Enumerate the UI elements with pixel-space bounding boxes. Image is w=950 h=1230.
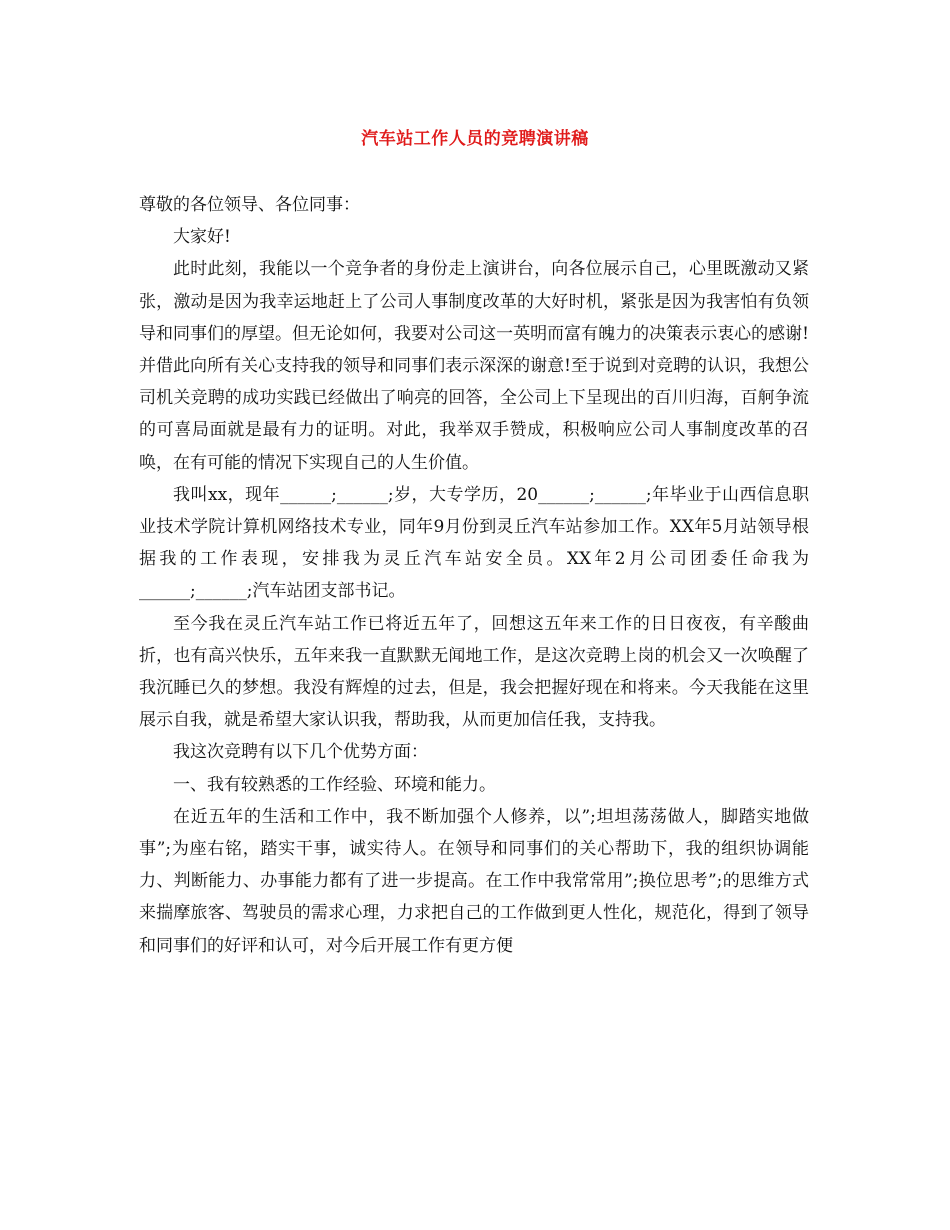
document-body xyxy=(139,189,809,962)
paragraph-advantages-intro: 我这次竞聘有以下几个优势方面： xyxy=(173,742,428,763)
paragraph-introduction: 此时此刻，我能以一个竞争者的身份走上演讲台，向各位展示自己，心里既激动又紧张，激动是因为我幸运地赶上了公司人事制度改革的大好时机，紧张是因为我害怕有负领导和同事们的厚望。但无论如何，我要对公司这一英明而富有魄力的决策表示衷心的感谢!并借此向所有关心支持我的领导和同事们表示深深的谢意!至于说到对竞聘的认识，我想公司机关竞聘的成功实践已经做出了响亮的回答，全公司上下呈现出的百川归海，百舸争流的可喜局面就是最有力的证明。对此，我举双手赞成，积极响应公司人事制度改革的召唤，在有可能的情况下实现自己的人生价值。 xyxy=(139,259,809,473)
paragraph-experience: 至今我在灵丘汽车站工作已将近五年了，回想这五年来工作的日日夜夜，有辛酸曲折，也有高兴快乐，五年来我一直默默无闻地工作，是这次竞聘上岗的机会又一次唤醒了我沉睡已久的梦想。我没有辉煌的过去，但是，我会把握好现在和将来。今天我能在这里展示自我，就是希望大家认识我，帮助我，从而更加信任我，支持我。 xyxy=(139,613,809,731)
paragraph-advantage-one-detail: 在近五年的生活和工作中，我不断加强个人修养，以”;坦坦荡荡做人，脚踏实地做事”;为座右铭，踏实干事，诚实待人。在领导和同事们的关心帮助下，我的组织协调能力、判断能力、办事能力都有了进一步提高。在工作中我常常用”;换位思考”;的思维方式来揣摩旅客、驾驶员的需求心理，力求把自己的工作做到更人性化，规范化，得到了领导和同事们的好评和认可，对今后开展工作有更方便 xyxy=(139,806,809,956)
paragraph-greeting: 大家好! xyxy=(173,227,231,248)
paragraph-personal-info: 我叫xx，现年______;______;岁，大专学历，20______;______;年毕业于山西信息职业技术学院计算机网络技术专业，同年9月份到灵丘汽车站参加工作。XX年5月站领导根据我的工作表现，安排我为灵丘汽车站安全员。XX年2月公司团委任命我为______;______;汽车站团支部书记。 xyxy=(139,484,809,602)
salutation: 尊敬的各位领导、各位同事： xyxy=(139,195,360,215)
paragraph-advantage-one-heading: 一、我有较熟悉的工作经验、环境和能力。 xyxy=(173,774,496,795)
document-title: 汽车站工作人员的竞聘演讲稿 xyxy=(361,129,589,149)
